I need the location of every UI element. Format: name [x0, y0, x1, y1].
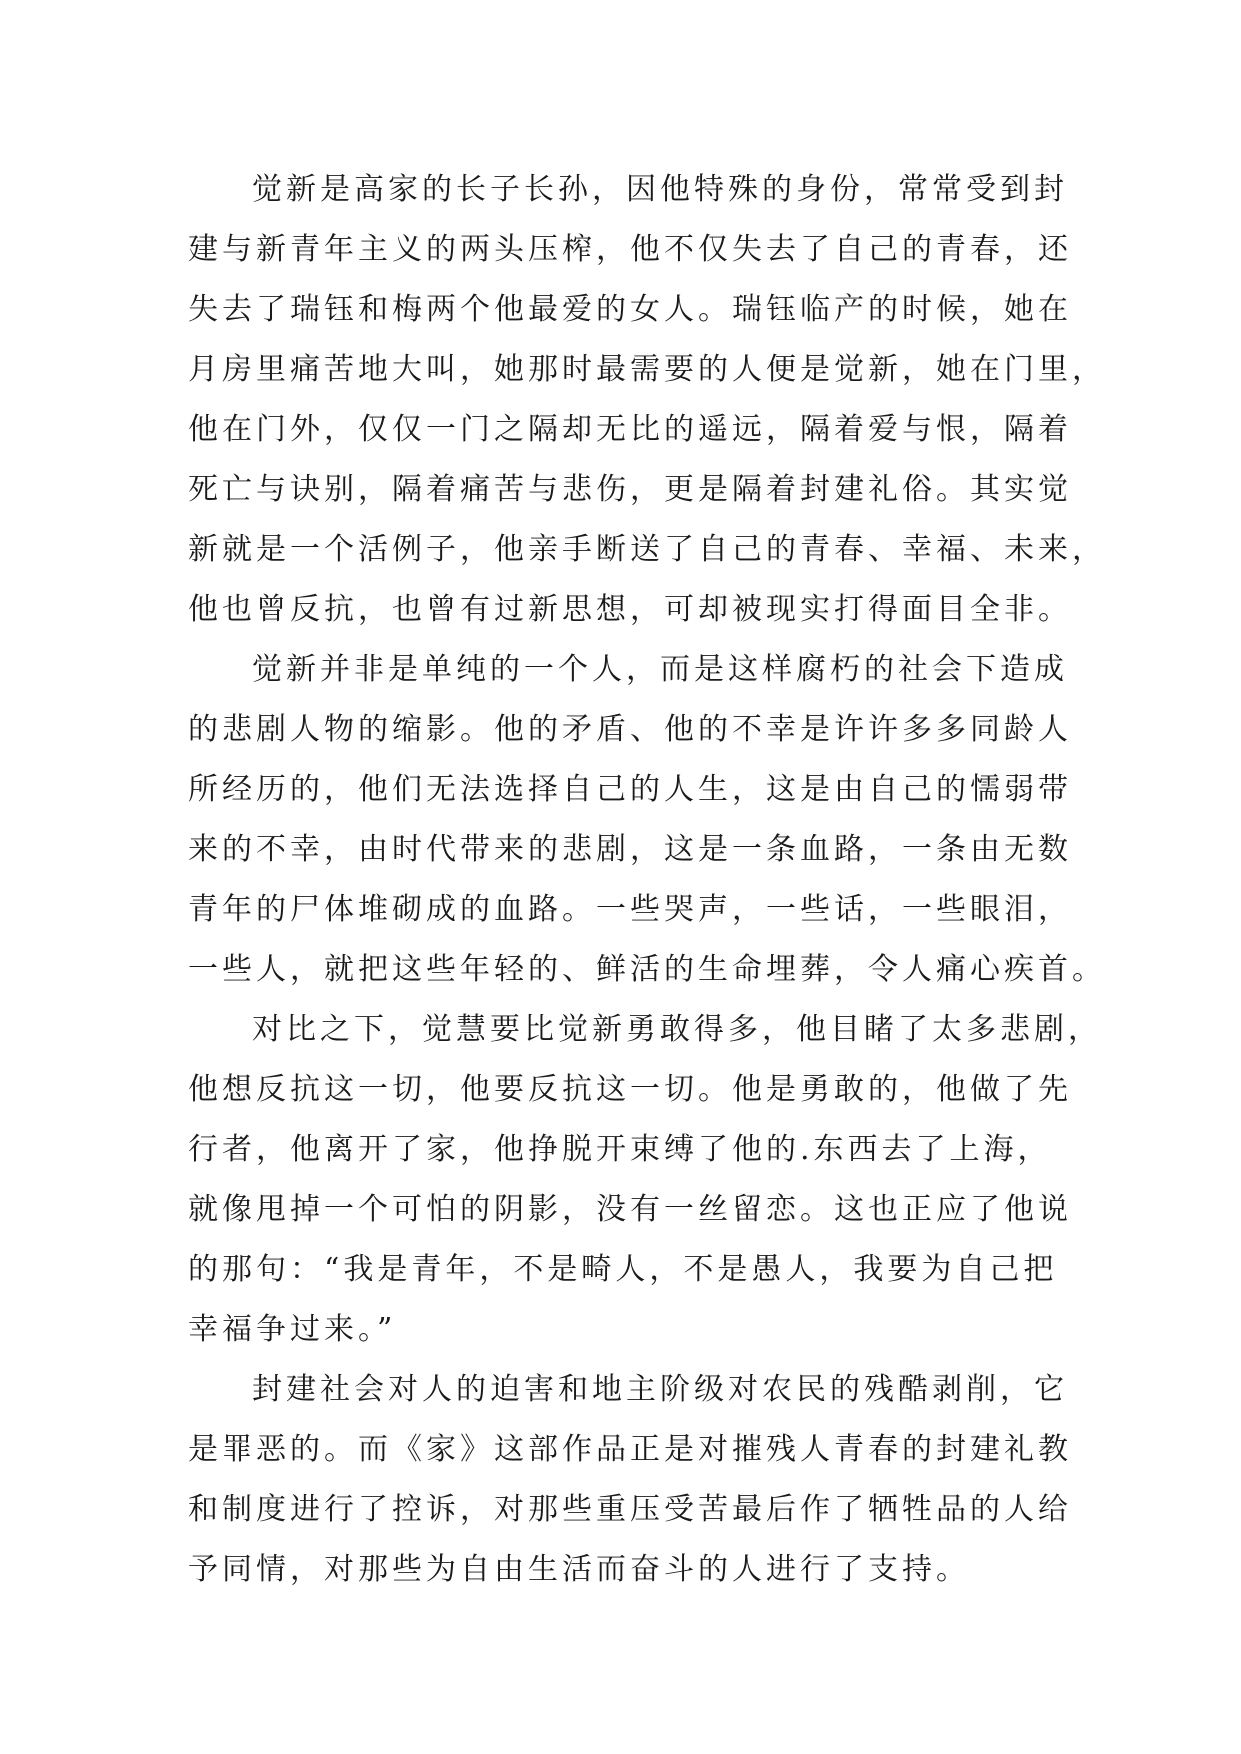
paragraph-line: 幸福争过来。” [188, 1312, 397, 1347]
paragraph-line: 死亡与诀别，隔着痛苦与悲伤，更是隔着封建礼俗。其实觉 [188, 472, 1072, 507]
paragraph-line: 封建社会对人的迫害和地主阶级对农民的残酷剥削，它 [252, 1372, 1068, 1407]
paragraph-line: 是罪恶的。而《家》这部作品正是对摧残人青春的封建礼教 [188, 1432, 1072, 1467]
paragraph-line: 他也曾反抗，也曾有过新思想，可却被现实打得面目全非。 [188, 592, 1072, 627]
paragraph-line: 失去了瑞钰和梅两个他最爱的女人。瑞钰临产的时候，她在 [188, 292, 1072, 327]
document-body [188, 160, 1106, 1600]
paragraph-line: 的悲剧人物的缩影。他的矛盾、他的不幸是许许多多同龄人 [188, 712, 1072, 747]
paragraph-line: 一些人，就把这些年轻的、鲜活的生命埋葬，令人痛心疾首。 [188, 952, 1106, 987]
paragraph-line: 觉新是高家的长子长孙，因他特殊的身份，常常受到封 [252, 172, 1068, 207]
paragraph-line: 对比之下，觉慧要比觉新勇敢得多，他目睹了太多悲剧， [252, 1012, 1102, 1047]
paragraph-line: 的那句：“我是青年，不是畸人，不是愚人，我要为自己把 [188, 1252, 1058, 1287]
paragraph-line: 觉新并非是单纯的一个人，而是这样腐朽的社会下造成 [252, 652, 1068, 687]
paragraph-line: 他想反抗这一切，他要反抗这一切。他是勇敢的，他做了先 [188, 1072, 1072, 1107]
paragraph-line: 青年的尸体堆砌成的血路。一些哭声，一些话，一些眼泪， [188, 892, 1072, 927]
paragraph-line: 所经历的，他们无法选择自己的人生，这是由自己的懦弱带 [188, 772, 1072, 807]
paragraph-line: 建与新青年主义的两头压榨，他不仅失去了自己的青春，还 [188, 232, 1072, 267]
paragraph-line: 和制度进行了控诉，对那些重压受苦最后作了牺牲品的人给 [188, 1492, 1072, 1527]
paragraph-line: 就像甩掉一个可怕的阴影，没有一丝留恋。这也正应了他说 [188, 1192, 1072, 1227]
paragraph-line: 行者，他离开了家，他挣脱开束缚了他的.东西去了上海， [188, 1132, 1052, 1167]
paragraph-line: 予同情，对那些为自由生活而奋斗的人进行了支持。 [188, 1552, 970, 1587]
paragraph-line: 他在门外，仅仅一门之隔却无比的遥远，隔着爱与恨，隔着 [188, 412, 1072, 447]
paragraph-line: 来的不幸，由时代带来的悲剧，这是一条血路，一条由无数 [188, 832, 1072, 867]
paragraph-line: 新就是一个活例子，他亲手断送了自己的青春、幸福、未来， [188, 532, 1106, 567]
paragraph-line: 月房里痛苦地大叫，她那时最需要的人便是觉新，她在门里， [188, 352, 1106, 387]
